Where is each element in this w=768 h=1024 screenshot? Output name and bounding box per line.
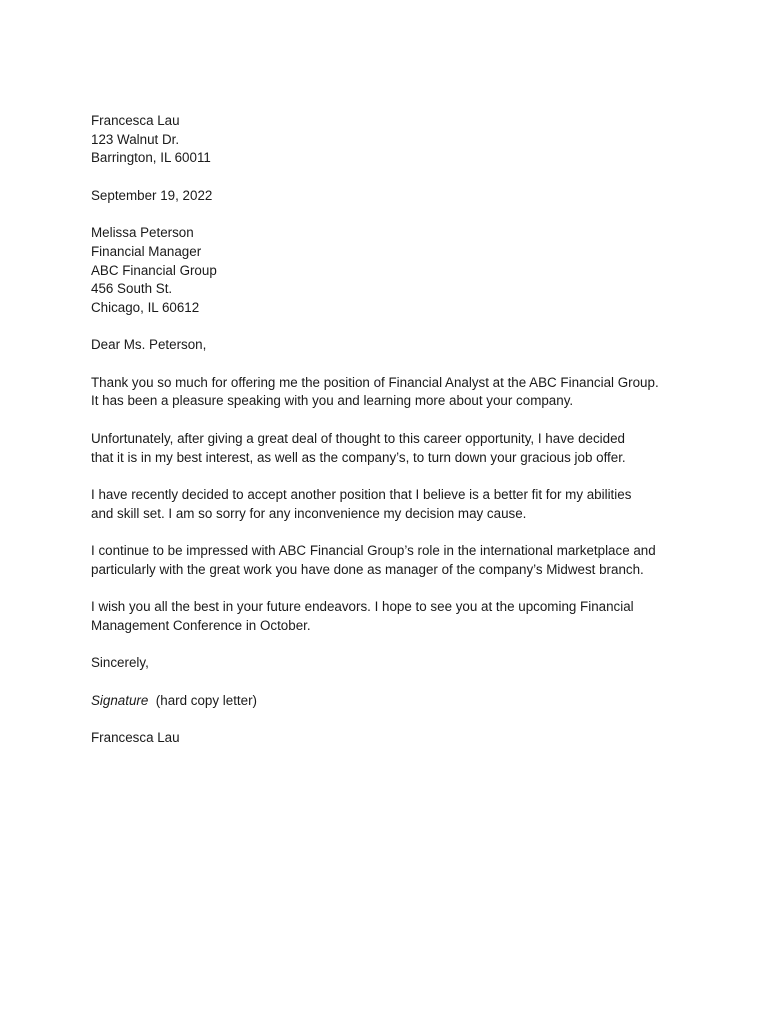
recipient-company: ABC Financial Group <box>91 262 217 278</box>
paragraph-line: particularly with the great work you have done as manager of the company’s Midwest branch. <box>91 561 644 577</box>
sender-name: Francesca Lau <box>91 113 180 128</box>
signature-line <box>91 692 708 711</box>
recipient-title: Financial Manager <box>91 243 202 259</box>
sender-address <box>91 112 708 168</box>
paragraph-line: Unfortunately, after giving a great deal of thought to this career opportunity, I have decided <box>91 430 625 446</box>
paragraph-line: Thank you so much for offering me the position of Financial Analyst at the ABC Financial Group. <box>91 374 659 390</box>
recipient-city: Chicago, IL 60612 <box>91 300 200 315</box>
body-paragraph <box>91 430 708 467</box>
salutation-text: Dear Ms. Peterson, <box>91 337 207 353</box>
sender-city: Barrington, IL 60011 <box>91 150 211 166</box>
paragraph-line: that it is in my best interest, as well as the company’s, to turn down your gracious job offer. <box>91 449 626 465</box>
paragraph-line: I wish you all the best in your future endeavors. I hope to see you at the upcoming Financial <box>91 599 634 615</box>
recipient-name: Melissa Peterson <box>91 225 194 241</box>
recipient-street: 456 South St. <box>91 281 173 297</box>
signature-placeholder: Signature <box>91 692 149 708</box>
signoff <box>91 729 708 748</box>
date-text: September 19, 2022 <box>91 187 213 203</box>
closing <box>91 654 708 673</box>
body-paragraph <box>91 486 708 523</box>
paragraph-line: and skill set. I am so sorry for any inconvenience my decision may cause. <box>91 505 527 521</box>
body-paragraph <box>91 374 708 411</box>
closing-text: Sincerely, <box>91 655 149 671</box>
signoff-name: Francesca Lau <box>91 730 180 746</box>
body-paragraph <box>91 598 708 635</box>
paragraph-line: Management Conference in October. <box>91 617 311 633</box>
recipient-address <box>91 224 708 318</box>
letter-date <box>91 187 708 206</box>
salutation <box>91 336 708 355</box>
paragraph-line: I continue to be impressed with ABC Financial Group’s role in the international marketplace and <box>91 543 656 559</box>
signature-block <box>91 692 708 711</box>
paragraph-line: I have recently decided to accept another position that I believe is a better fit for my abilities <box>91 486 632 502</box>
body-paragraph <box>91 542 708 579</box>
signature-note: (hard copy letter) <box>155 692 257 708</box>
paragraph-line: It has been a pleasure speaking with you and learning more about your company. <box>91 393 574 409</box>
sender-street: 123 Walnut Dr. <box>91 131 180 147</box>
